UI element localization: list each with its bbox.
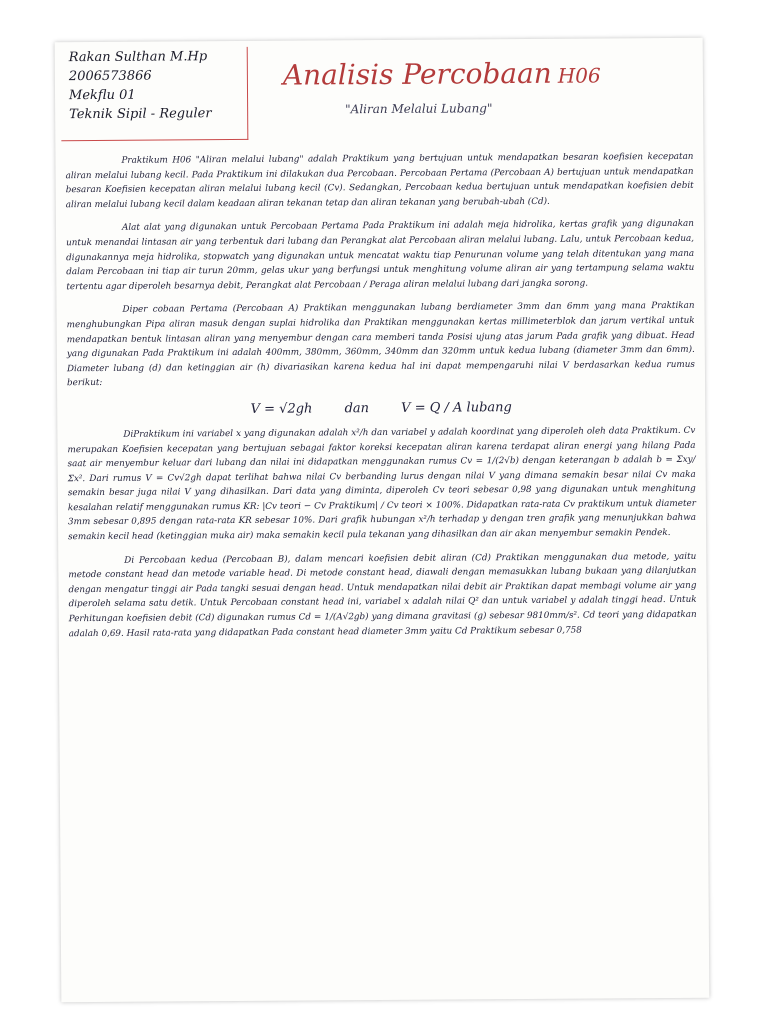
- velocity-formulas: [67, 396, 695, 422]
- paragraph-cv-analysis: DiPraktikum ini variabel x yang digunakan adalah x²/h dan variabel y adalah koordinat yang diperoleh oleh data Praktikum. Cv merupakan Koefisien kecepatan yang bertujuan sebagai faktor koreksi kecepatan aliran karena terdapat aliran energi yang hilang Pada saat air menyembur keluar dari lubang dan nilai ini didapatkan menggunakan rumus Cv = 1/(2√b) dengan keterangan b adalah b = Σxy/Σx². Dari rumus V = Cv√2gh dapat terlihat bahwa nilai Cv berbanding lurus dengan nilai V yang dimana semakin besar nilai Cv maka semakin besar juga nilai V yang dihasilkan. Dari data yang diminta, diperoleh Cv teori sebesar 0,98 yang digunakan untuk menghitung kesalahan relatif menggunakan rumus KR: |Cv teori − Cv Praktikum| / Cv teori × 100%. Didapatkan rata-rata Cv praktikum untuk diameter 3mm sebesar 0,895 dengan rata-rata KR sebesar 10%. Dari grafik hubungan x²/h terhadap y dengan tren grafik yang menunjukkan bahwa semakin kecil head (ketinggian muka air) maka semakin kecil pula tekanan yang dihasilkan dan air akan menyembur semakin Pendek.: [67, 425, 697, 543]
- page-title: [283, 56, 601, 91]
- student-program: Teknik Sipil - Reguler: [69, 106, 212, 123]
- student-name: Rakan Sulthan M.Hp: [68, 49, 208, 66]
- report-body: [65, 150, 696, 651]
- handwritten-page: [55, 38, 710, 1003]
- formula-conjunction: dan: [344, 400, 370, 417]
- paragraph-intro: Praktikum H06 "Aliran melalui lubang" adalah Praktikum yang bertujuan untuk mendapatkan besaran koefisien kecepatan aliran melalui lubang kecil. Pada Praktikum ini dilakukan dua Percobaan. Percobaan Pertama (Percobaan A) bertujuan untuk mendapatkan besaran Koefisien kecepatan aliran melalui lubang kecil (Cv). Sedangkan, Percobaan kedua bertujuan untuk mendapatkan koefisien debit aliran melalui lubang kecil dalam keadaan aliran tekanan tetap dan aliran tekanan yang berubah-ubah (Cd).: [65, 151, 694, 210]
- student-info-box: [61, 47, 249, 141]
- page-subtitle: "Aliran Melalui Lubang": [345, 101, 493, 117]
- paragraph-equipment: Alat alat yang digunakan untuk Percobaan Pertama Pada Praktikum ini adalah meja hidrolika, kertas grafik yang digunakan untuk menandai lintasan air yang terbentuk dari lubang dan Perangkat alat Percobaan aliran melalui lubang. Lalu, untuk Percobaan kedua, digunakannya meja hidrolika, stopwatch yang digunakan untuk mencatat waktu tiap Penurunan volume yang telah ditentukan yang mana dalam Percobaan ini tiap air turun 20mm, gelas ukur yang berfungsi untuk menghitung volume aliran air yang tertampung selama waktu tertentu agar diperoleh besarnya debit, Perangkat alat Percobaan / Peraga aliran melalui lubang dari jangka sorong.: [66, 219, 695, 292]
- paragraph-experiment-a: Diper cobaan Pertama (Percobaan A) Praktikan menggunakan lubang berdiameter 3mm dan 6mm yang mana Praktikan menghubungkan Pipa aliran masuk dengan suplai hidrolika dan Praktikan menggunakan kertas millimeterblok dan jarum vertikal untuk mendapatkan bentuk lintasan aliran yang menyembur dengan cara memberi tanda Posisi ujung atas jarum Pada grafik yang dibuat. Head yang digunakan Pada Praktikum ini adalah 400mm, 380mm, 360mm, 340mm dan 320mm untuk kedua lubang (diameter 3mm dan 6mm). Diameter lubang (d) dan ketinggian air (h) divariasikan karena kedua hal ini dapat mempengaruhi nilai V berdasarkan kedua rumus berikut:: [66, 301, 695, 389]
- title-code: H06: [557, 63, 601, 88]
- formula-right: V = Q / A lubang: [401, 399, 512, 416]
- paragraph-experiment-b: Di Percobaan kedua (Percobaan B), dalam mencari koefisien debit aliran (Cd) Praktikan menggunakan dua metode, yaitu metode constant head dan metode variable head. Di metode constant head, diawali dengan memasukkan lubang bukaan yang dilanjutkan dengan mengatur tinggi air Pada tangki sesuai dengan head. Untuk mendapatkan nilai debit air Praktikan dapat membagi volume air yang diperoleh selama satu detik. Untuk Percobaan constant head ini, variabel x adalah nilai Q² dan untuk variabel y adalah tinggi head. Untuk Perhitungan koefisien debit (Cd) digunakan rumus Cd = 1/(A√2gb) yang dimana gravitasi (g) sebesar 9810mm/s². Cd teori yang didapatkan adalah 0,69. Hasil rata-rata yang didapatkan Pada constant head diameter 3mm yaitu Cd Praktikum sebesar 0,758: [68, 551, 697, 639]
- title-text: Analisis Percobaan: [282, 56, 552, 92]
- student-group: Mekflu 01: [68, 87, 136, 104]
- formula-left: V = √2gh: [250, 401, 313, 417]
- student-npm: 2006573866: [68, 68, 152, 85]
